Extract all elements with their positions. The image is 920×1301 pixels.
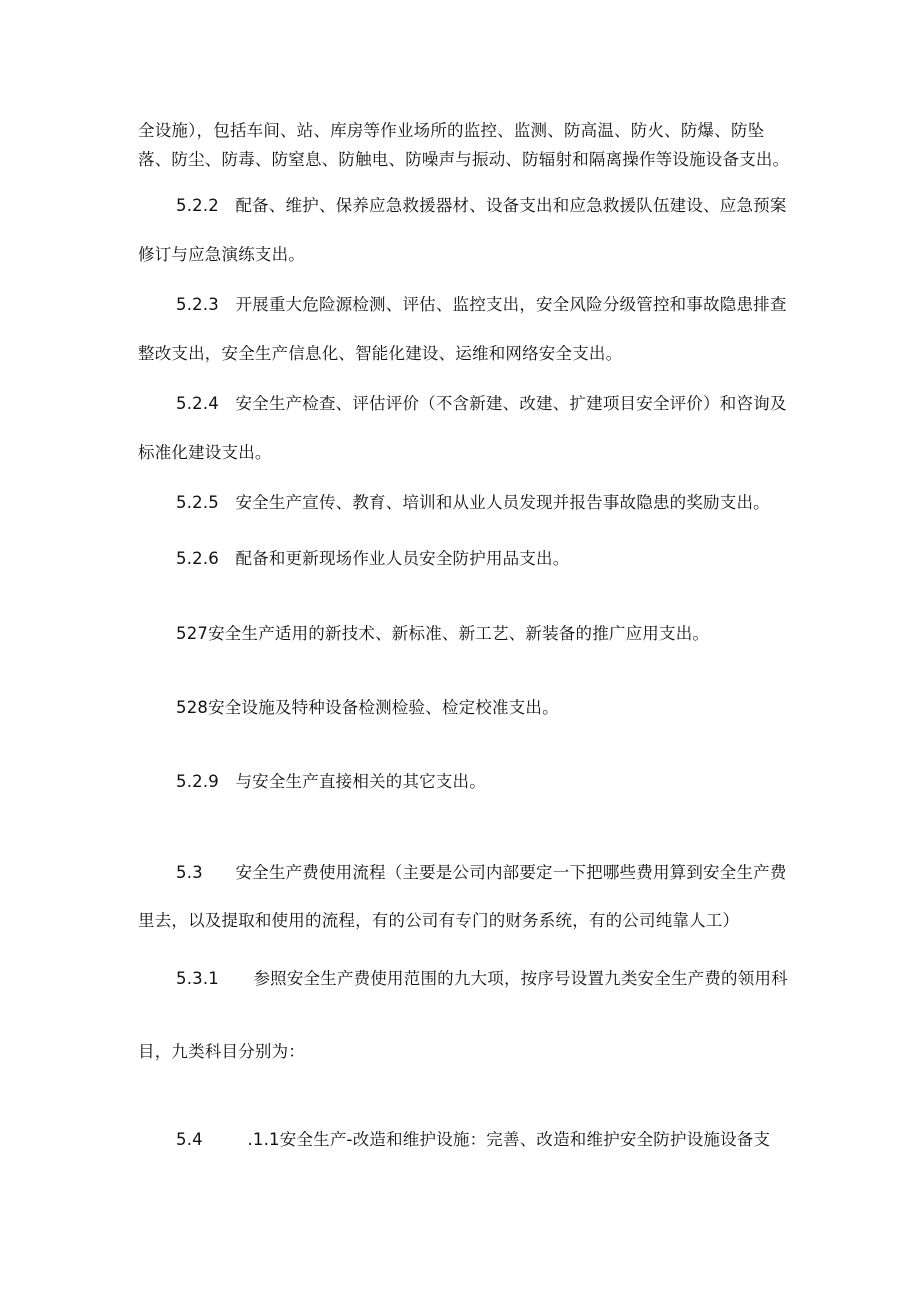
paragraph-line (138, 1041, 305, 1063)
line-text: 528安全设施及特种设备检测检验、检定校准支出。 (176, 698, 559, 717)
line-text: 全设施），包括车间、站、库房等作业场所的监控、监测、防高温、防火、防爆、防坠 (138, 121, 765, 140)
section-number: 5.4 (176, 1130, 203, 1149)
section-number: 5.2.3 (176, 295, 219, 314)
section-5-2-4 (176, 393, 787, 415)
line-text: 标准化建设支出。 (138, 443, 272, 462)
section-5-2-2 (176, 195, 787, 217)
line-text: 安全生产检查、评估评价（不含新建、改建、扩建项目安全评价）和咨询及 (235, 394, 787, 413)
line-text: 与安全生产直接相关的其它支出。 (235, 772, 486, 791)
section-number: 5.2.4 (176, 394, 219, 413)
section-5-3 (176, 862, 787, 884)
line-text: 目，九类科目分别为： (138, 1042, 305, 1061)
section-number: 5.2.6 (176, 549, 219, 568)
line-text: 安全生产宣传、教育、培训和从业人员发现并报告事故隐患的奖励支出。 (235, 493, 770, 512)
paragraph-line (138, 120, 764, 142)
paragraph-line (138, 244, 305, 266)
line-text: 修订与应急演练支出。 (138, 245, 305, 264)
section-5-2-9 (176, 771, 486, 793)
section-number: 5.2.9 (176, 772, 219, 791)
line-text: .1.1安全生产-改造和维护设施：完善、改造和维护安全防护设施设备支 (247, 1130, 771, 1149)
paragraph-line (138, 343, 622, 365)
paragraph-line (138, 149, 789, 171)
line-text: 配备、维护、保养应急救援器材、设备支出和应急救援队伍建设、应急预案 (235, 196, 787, 215)
section-number: 5.2.2 (176, 196, 219, 215)
line-text: 配备和更新现场作业人员安全防护用品支出。 (235, 549, 570, 568)
section-5-2-3 (176, 294, 787, 316)
line-text: 安全生产费使用流程（主要是公司内部要定一下把哪些费用算到安全生产费 (235, 863, 787, 882)
line-text: 里去，以及提取和使用的流程，有的公司有专门的财务系统，有的公司纯靠人工） (138, 911, 740, 930)
line-text: 落、防尘、防毒、防窒息、防触电、防噪声与振动、防辐射和隔离操作等设施设备支出。 (138, 150, 790, 169)
section-5-2-7 (176, 623, 709, 645)
section-number: 5.3 (176, 863, 203, 882)
section-number: 5.2.5 (176, 493, 219, 512)
section-5-4 (176, 1129, 770, 1151)
section-5-2-8 (176, 697, 559, 719)
line-text: 参照安全生产费使用范围的九大项，按序号设置九类安全生产费的领用科 (253, 969, 788, 988)
line-text: 整改支出，安全生产信息化、智能化建设、运维和网络安全支出。 (138, 344, 623, 363)
section-5-2-6 (176, 548, 569, 570)
section-number: 5.3.1 (176, 969, 219, 988)
line-text: 527安全生产适用的新技术、新标准、新工艺、新装备的推广应用支出。 (176, 624, 710, 643)
paragraph-line (138, 910, 739, 932)
line-text: 开展重大危险源检测、评估、监控支出，安全风险分级管控和事故隐患排查 (235, 295, 787, 314)
section-5-2-5 (176, 492, 770, 514)
section-5-3-1 (176, 968, 788, 990)
paragraph-line (138, 442, 272, 464)
